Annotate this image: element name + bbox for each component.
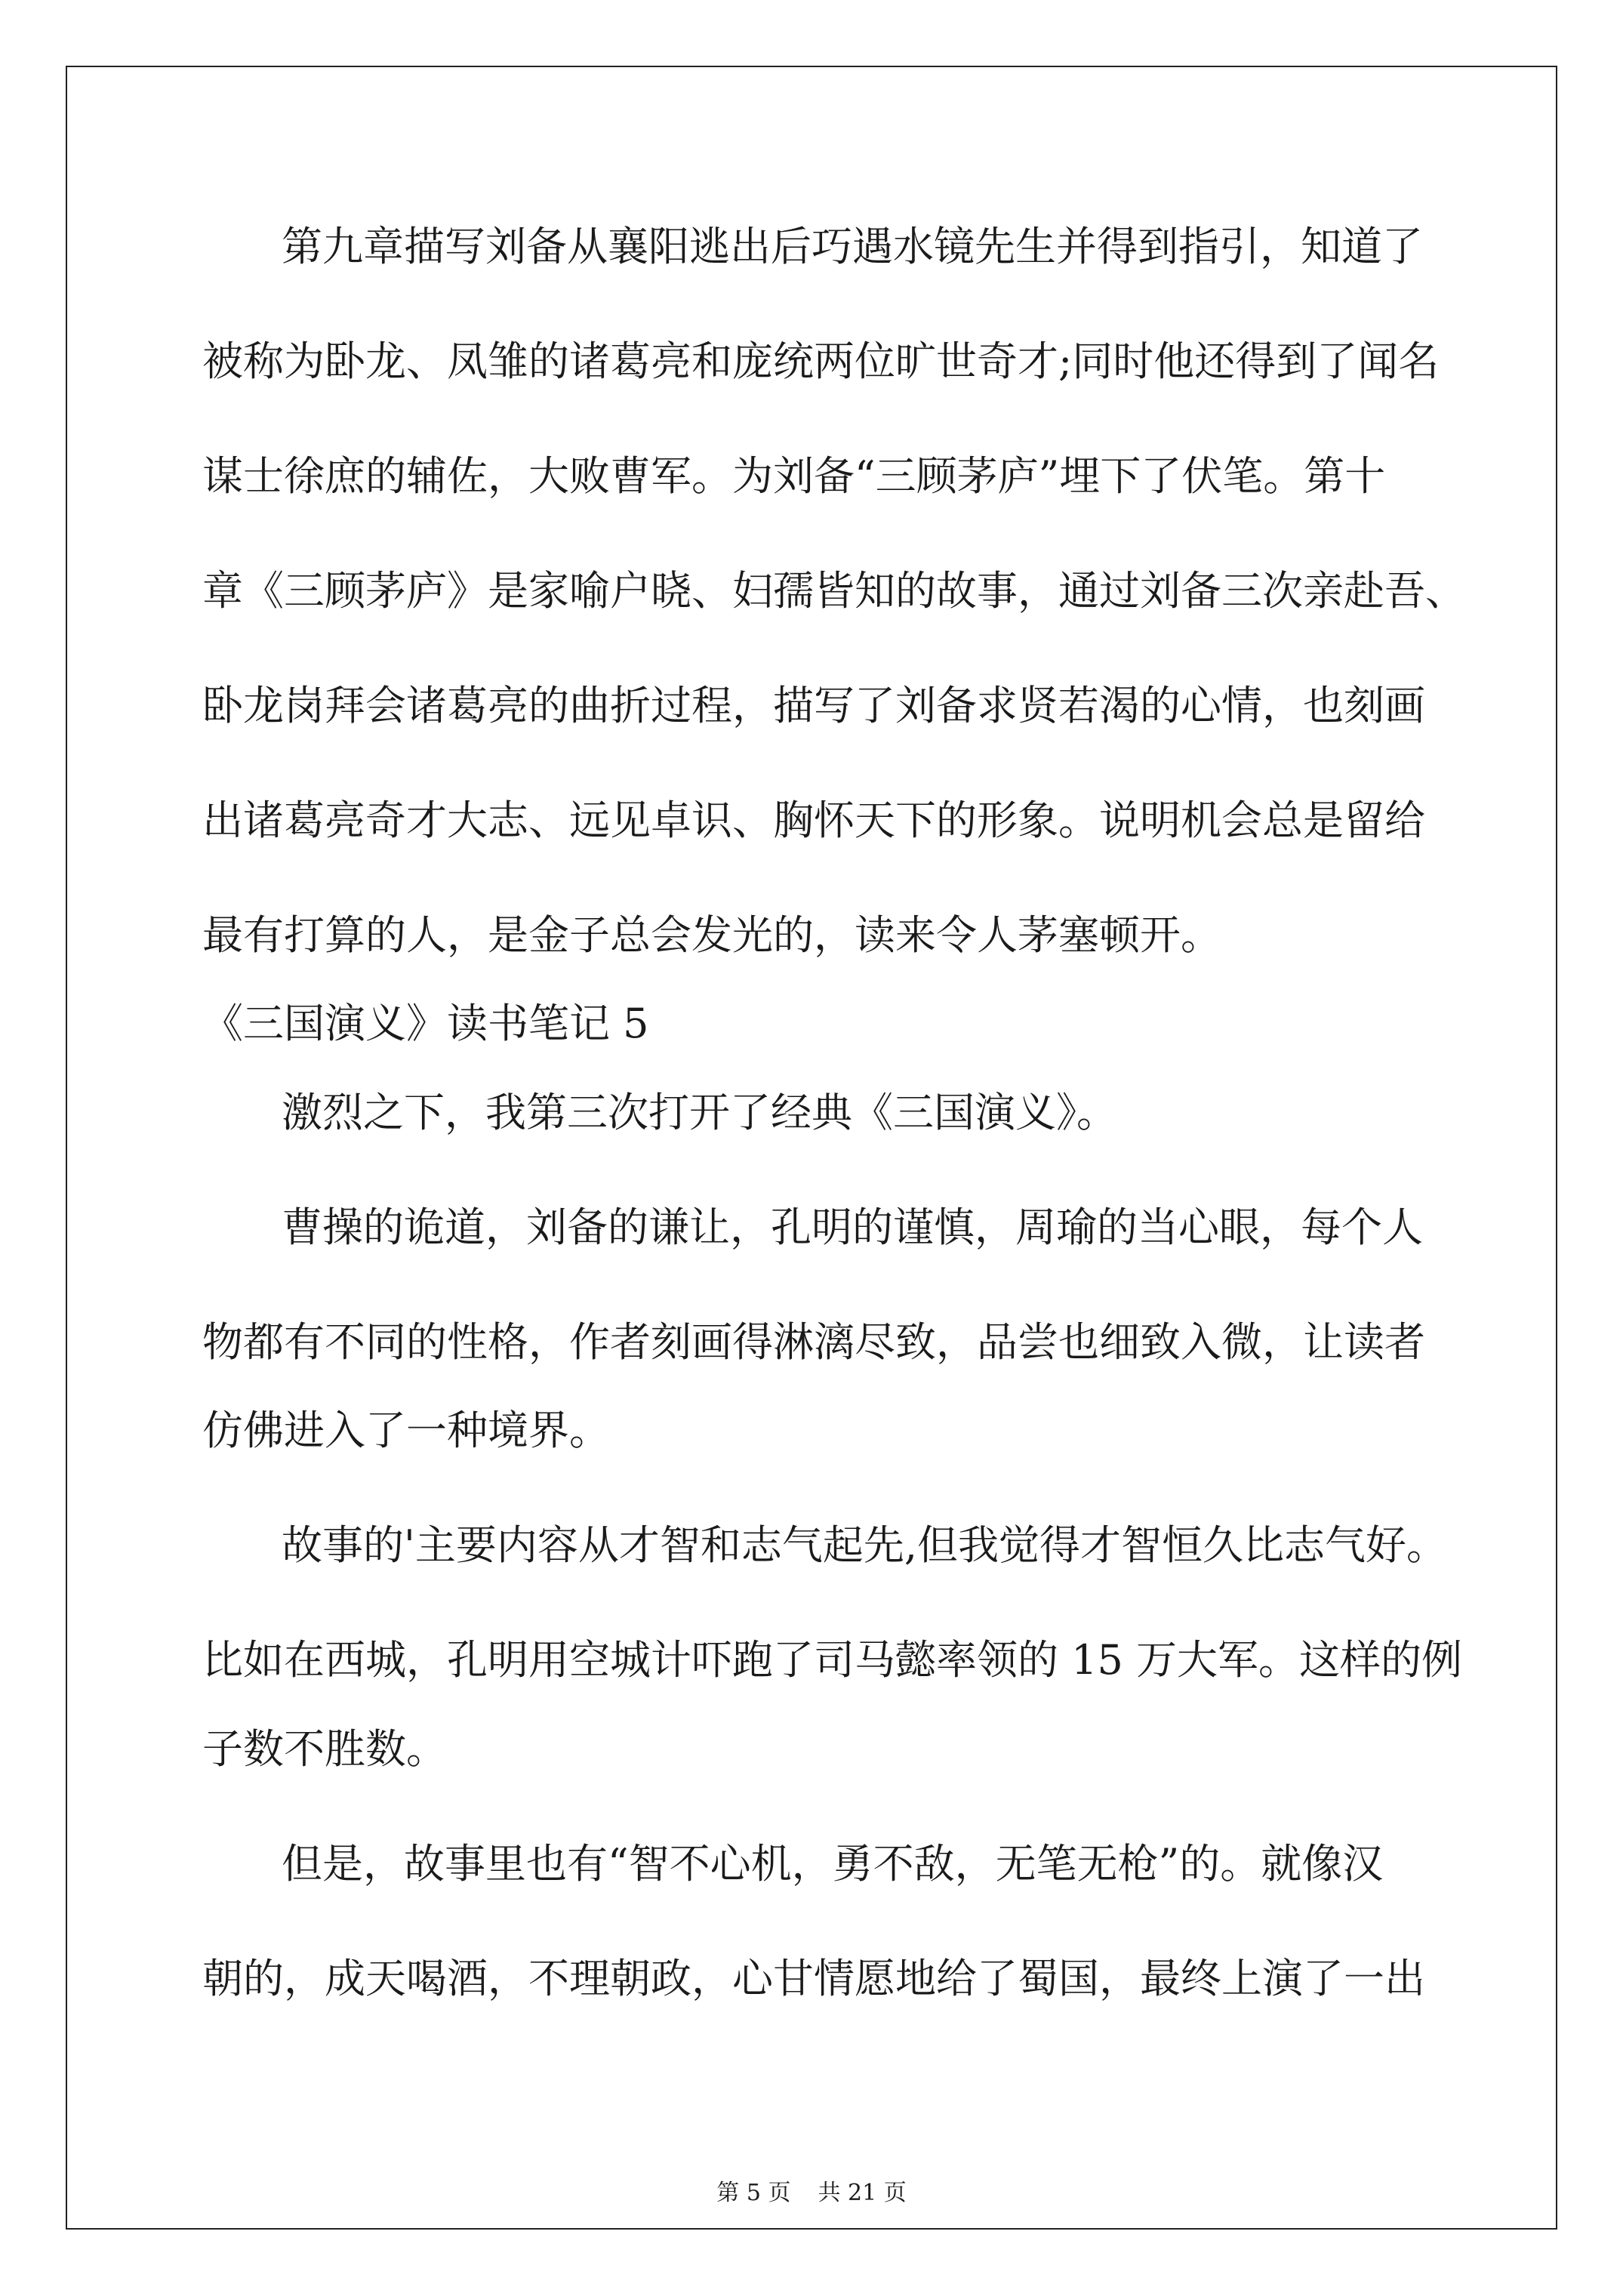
paragraph-line: 物都有不同的性格，作者刻画得淋漓尽致，品尝也细致入微，让读者 [202,1318,1425,1366]
paragraph-line: 故事的'主要内容从才智和志气起先,但我觉得才智恒久比志气好。 [282,1521,1448,1569]
paragraph-line: 比如在西城，孔明用空城计吓跑了司马懿率领的 15 万大军。这样的例 [202,1636,1463,1684]
paragraph-line: 朝的，成天喝酒，不理朝政，心甘情愿地给了蜀国，最终上演了一出 [202,1955,1425,2002]
page-frame [66,66,1557,2230]
paragraph-line: 曹操的诡道，刘备的谦让，孔明的谨慎，周瑜的当心眼，每个人 [282,1203,1423,1251]
paragraph-line: 激烈之下，我第三次打开了经典《三国演义》。 [282,1089,1117,1136]
paragraph-line: 卧龙岗拜会诸葛亮的曲折过程，描写了刘备求贤若渴的心情，也刻画 [202,682,1425,729]
page-footer [0,2178,1623,2208]
paragraph-line: 但是，故事里也有“智不心机，勇不敌，无笔无枪”的。就像汉 [282,1840,1384,1888]
paragraph-line: 最有打算的人，是金子总会发光的，读来令人茅塞顿开。 [202,911,1221,959]
page-total: 共 21 页 [818,2180,907,2206]
paragraph-line: 第九章描写刘备从襄阳逃出后巧遇水镜先生并得到指引，知道了 [282,223,1423,270]
paragraph-line: 子数不胜数。 [202,1725,447,1773]
page-number: 第 5 页 [716,2180,791,2206]
paragraph-line: 章《三顾茅庐》是家喻户晓、妇孺皆知的故事，通过刘备三次亲赴吾、 [202,567,1466,615]
paragraph-line: 被称为卧龙、凤雏的诸葛亮和庞统两位旷世奇才;同时他还得到了闻名 [202,337,1440,385]
section-heading: 《三国演义》读书笔记 5 [202,1000,649,1047]
paragraph-line: 仿佛进入了一种境界。 [202,1407,610,1454]
paragraph-line: 出诸葛亮奇才大志、远见卓识、胸怀天下的形象。说明机会总是留给 [202,797,1425,844]
paragraph-line: 谋士徐庶的辅佐，大败曹军。为刘备“三顾茅庐”埋下了伏笔。第十 [202,452,1386,500]
